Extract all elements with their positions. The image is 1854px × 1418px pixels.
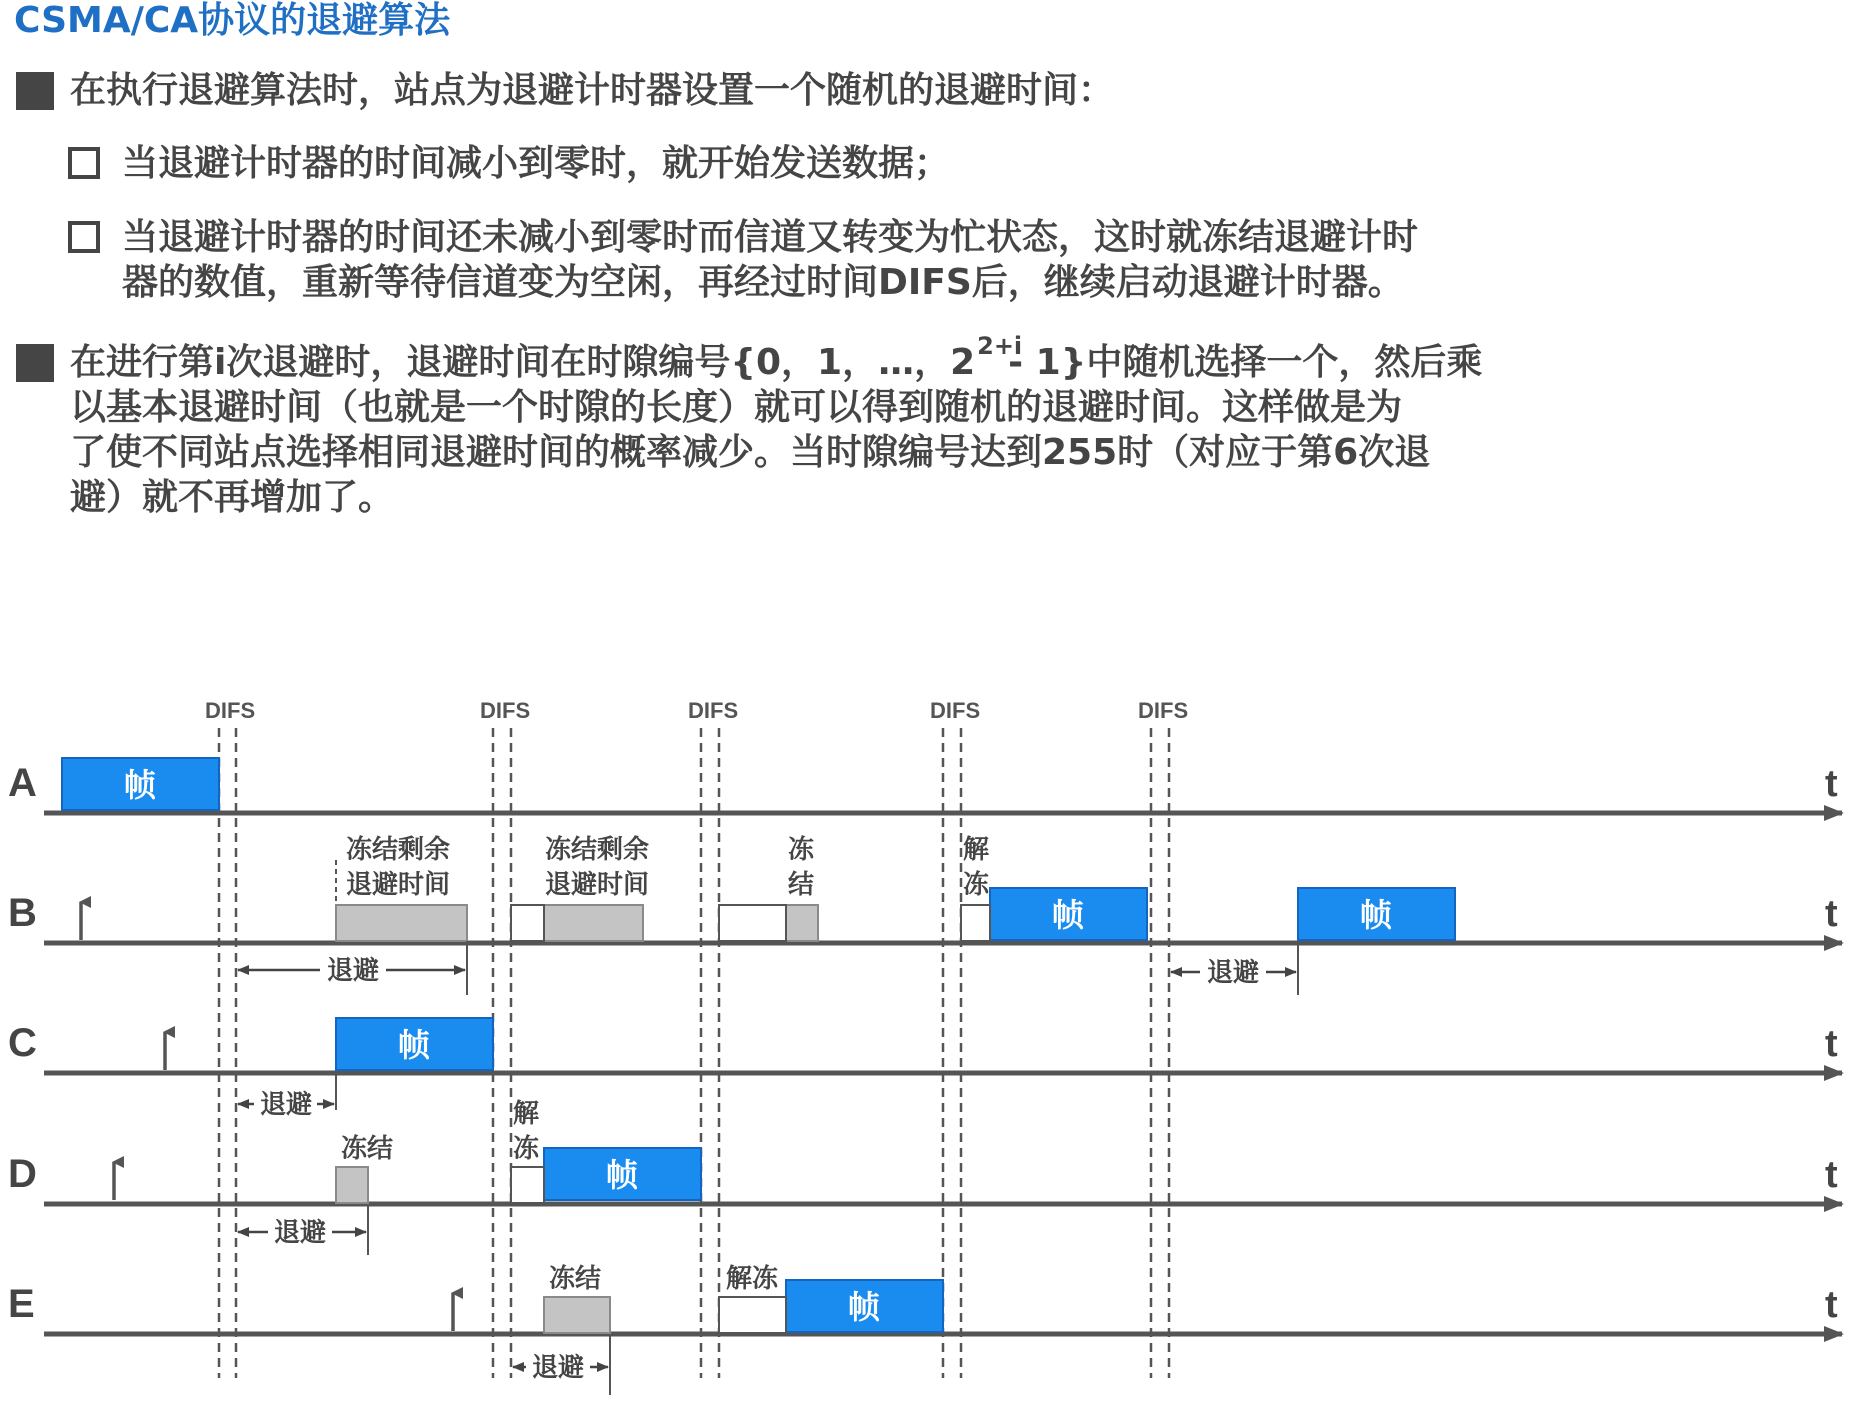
sub-item-1: 当退避计时器的时间减小到零时，就开始发送数据；	[122, 143, 951, 184]
frame-label: 帧	[1051, 897, 1085, 933]
backoff-label: 退避	[273, 1217, 327, 1247]
freeze-remaining-label: 冻结剩余	[346, 834, 451, 864]
t-label: t	[1825, 1023, 1838, 1065]
difs-label: DIFS	[480, 698, 531, 723]
difs-label: DIFS	[930, 698, 981, 723]
paragraph-2-line-3: 了使不同站点选择相同退避时间的概率减少。当时隙编号达到255时（对应于第6次退	[70, 432, 1431, 473]
idle-wait-block	[511, 905, 544, 941]
paragraph-1: 在执行退避算法时，站点为退避计时器设置一个随机的退避时间：	[70, 70, 1115, 111]
sub-item-2-line-2: 器的数值，重新等待信道变为空闲，再经过时间DIFS后，继续启动退避计时器。	[122, 262, 1404, 303]
idle-wait-block	[961, 905, 990, 941]
unfreeze-label: 解	[963, 834, 990, 864]
t-label: t	[1825, 1154, 1838, 1196]
unfreeze-label: 解冻	[726, 1263, 779, 1293]
backoff-remaining-block	[336, 1167, 368, 1203]
idle-wait-block	[719, 1297, 786, 1333]
difs-label: DIFS	[688, 698, 739, 723]
idle-wait-block	[719, 905, 786, 941]
freeze-label: 结	[788, 869, 815, 899]
unfreeze-label: 冻	[513, 1133, 540, 1163]
frame-label: 帧	[847, 1289, 881, 1325]
station-label-a: A	[8, 761, 37, 805]
freeze-remaining-label: 冻结剩余	[545, 834, 650, 864]
t-label: t	[1825, 893, 1838, 935]
station-label-c: C	[8, 1021, 37, 1065]
freeze-label: 冻结	[549, 1263, 602, 1293]
backoff-label: 退避	[1206, 957, 1260, 987]
paragraph-2-line-1-post: - 1}中随机选择一个，然后乘	[1008, 342, 1483, 383]
station-label-b: B	[8, 891, 37, 935]
exponent: 2+i	[977, 332, 1023, 360]
station-label-d: D	[8, 1152, 37, 1196]
freeze-remaining-label: 退避时间	[545, 869, 650, 899]
backoff-remaining-block	[786, 905, 818, 941]
station-label-e: E	[8, 1282, 35, 1326]
paragraph-2-line-1-pre: 在进行第i次退避时，退避时间在时隙编号{0，1，…，2	[70, 342, 976, 383]
backoff-label: 退避	[326, 955, 380, 985]
backoff-remaining-block	[336, 905, 467, 941]
freeze-label: 冻	[788, 834, 815, 864]
difs-label: DIFS	[1138, 698, 1189, 723]
backoff-remaining-block	[544, 905, 643, 941]
backoff-remaining-block	[544, 1297, 610, 1333]
frame-label: 帧	[1359, 897, 1393, 933]
frame-label: 帧	[397, 1027, 431, 1063]
freeze-remaining-label: 退避时间	[346, 869, 451, 899]
t-label: t	[1825, 763, 1838, 805]
sub-item-2-line-1: 当退避计时器的时间还未减小到零时而信道又转变为忙状态，这时就冻结退避计时	[122, 217, 1419, 258]
paragraph-2-line-2: 以基本退避时间（也就是一个时隙的长度）就可以得到随机的退避时间。这样做是为	[70, 387, 1403, 428]
unfreeze-label: 冻	[963, 869, 990, 899]
paragraph-2-line-4: 避）就不再增加了。	[70, 477, 395, 518]
backoff-label: 退避	[531, 1352, 585, 1382]
unfreeze-label: 解	[513, 1098, 540, 1128]
frame-label: 帧	[123, 767, 157, 803]
idle-wait-block	[511, 1167, 544, 1203]
difs-label: DIFS	[205, 698, 256, 723]
page-title: CSMA/CA协议的退避算法	[14, 0, 451, 41]
backoff-label: 退避	[259, 1089, 313, 1119]
t-label: t	[1825, 1284, 1838, 1326]
frame-label: 帧	[605, 1157, 639, 1193]
freeze-label: 冻结	[341, 1133, 394, 1163]
